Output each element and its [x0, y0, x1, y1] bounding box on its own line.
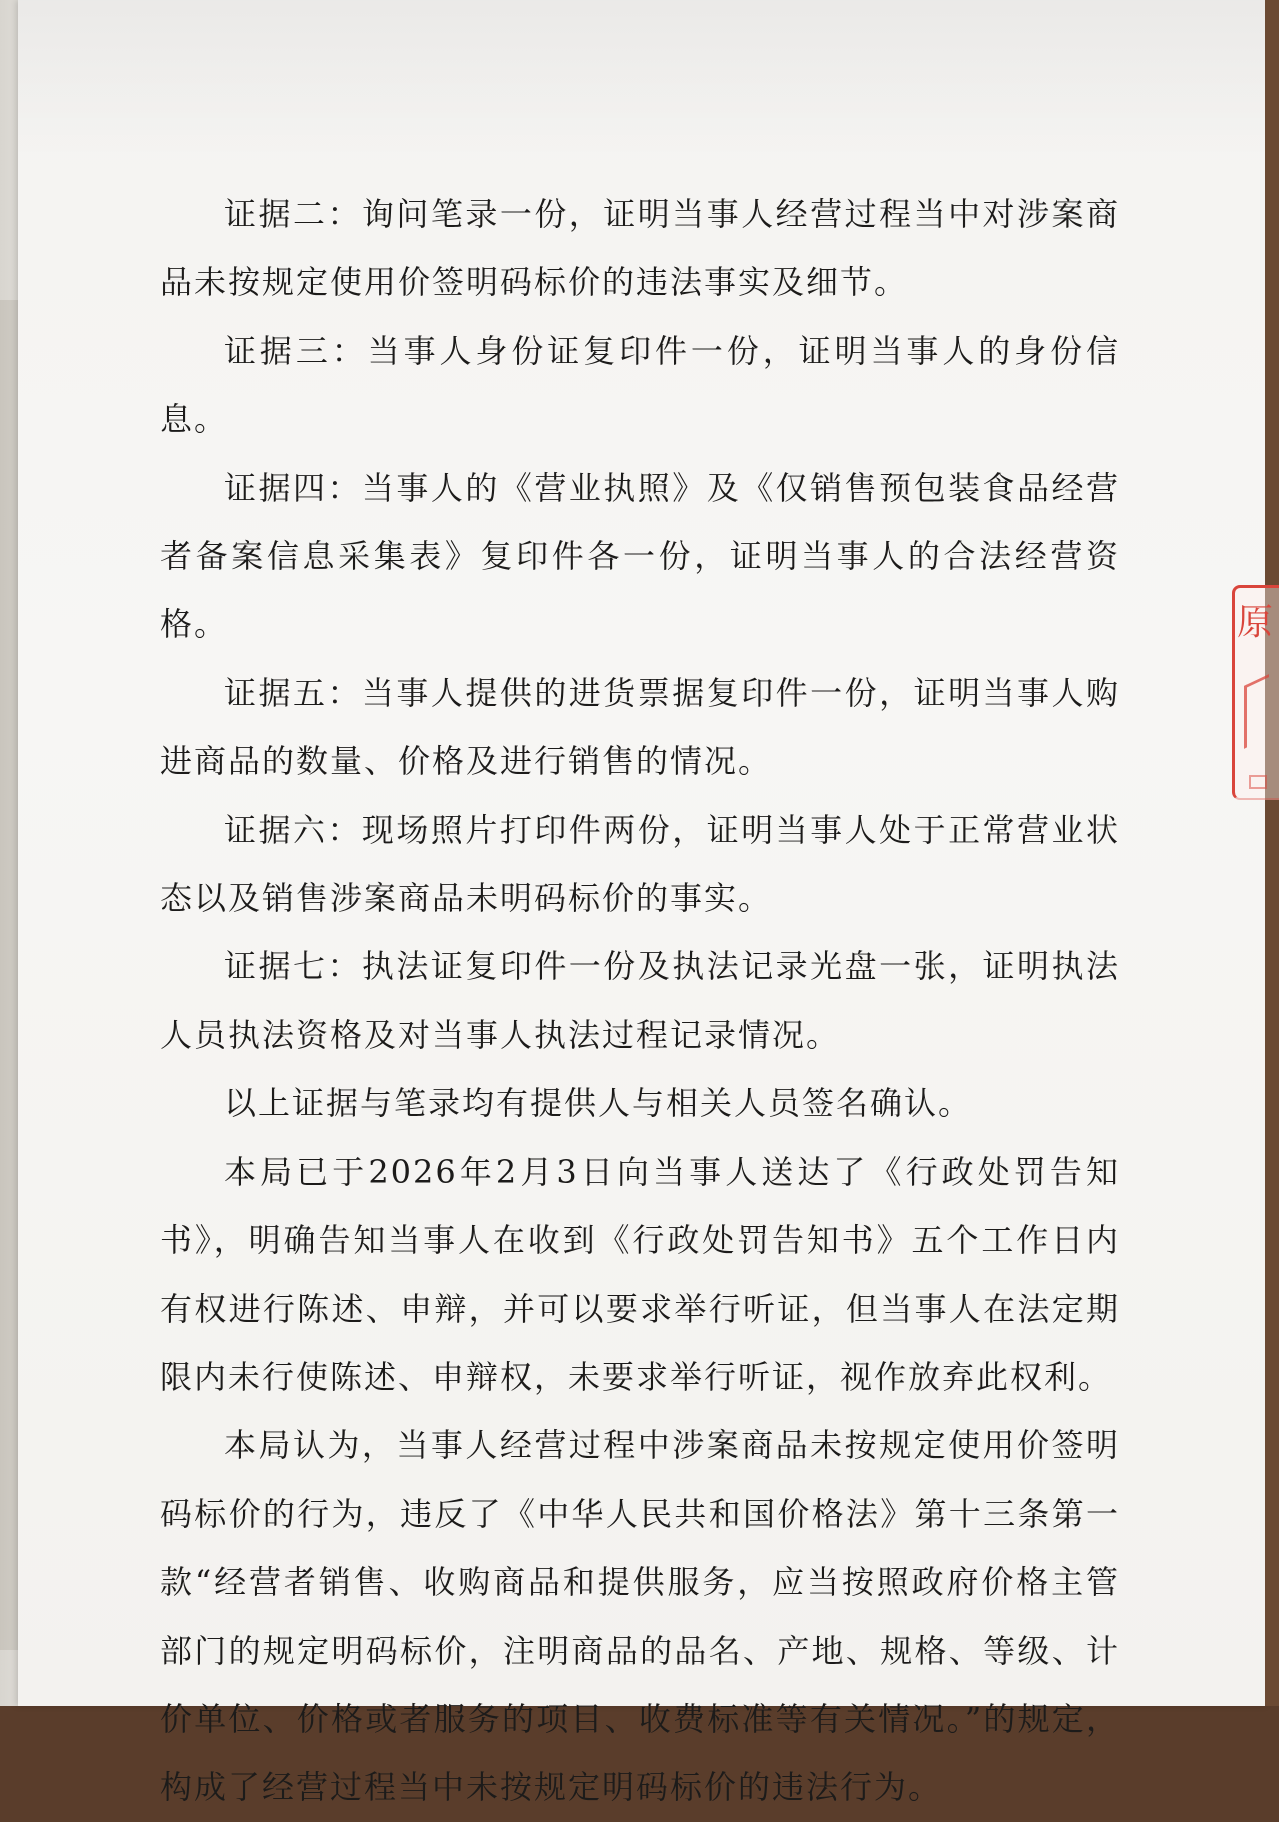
evidence-7-paragraph: 证据七：执法证复印件一份及执法记录光盘一张，证明执法人员执法资格及对当事人执法过程记录情况。	[160, 947, 1120, 1054]
conclusion-paragraph: 本局认为，当事人经营过程中涉案商品未按规定使用价签明码标价的行为，违反了《中华人民共和国价格法》第十三条第一款“经营者销售、收购商品和提供服务，应当按照政府价格主管部门的规定明码标价，注明商品的品名、产地、规格、等级、计价单位、价格或者服务的项目、收费标准等有关情况。”的规定，构成了经营过程当中未按规定明码标价的违法行为。	[160, 1426, 1120, 1807]
evidence-5-paragraph: 证据五：当事人提供的进货票据复印件一份，证明当事人购进商品的数量、价格及进行销售的情况。	[160, 673, 1120, 781]
page-shadow	[18, 0, 1268, 160]
seal-character: 原	[1236, 602, 1273, 643]
seal-stamp-mark	[1244, 674, 1269, 749]
evidence-6-paragraph: 证据六：现场照片打印件两份，证明当事人处于正常营业状态以及销售涉案商品未明码标价的事实。	[160, 810, 1120, 918]
evidence-4-paragraph: 证据四：当事人的《营业执照》及《仅销售预包装食品经营者备案信息采集表》复印件各一份，证明当事人的合法经营资格。	[160, 468, 1120, 644]
notification-paragraph: 本局已于2026年2月3日向当事人送达了《行政处罚告知书》，明确告知当事人在收到《行政处罚告知书》五个工作日内有权进行陈述、申辩，并可以要求举行听证，但当事人在法定期限内未行使陈述、申辩权，未要求举行听证，视作放弃此权利。	[160, 1152, 1120, 1396]
desk-edge	[1265, 0, 1279, 1706]
seal-stamp-mark	[1249, 775, 1267, 789]
evidence-2-paragraph: 证据二：询问笔录一份，证明当事人经营过程当中对涉案商品未按规定使用价签明码标价的违法事实及细节。	[160, 195, 1120, 302]
signature-confirmation-paragraph: 以上证据与笔录均有提供人与相关人员签名确认。	[224, 1084, 973, 1123]
document-body	[160, 180, 1120, 1822]
evidence-3-paragraph: 证据三：当事人身份证复印件一份，证明当事人的身份信息。	[160, 331, 1120, 439]
